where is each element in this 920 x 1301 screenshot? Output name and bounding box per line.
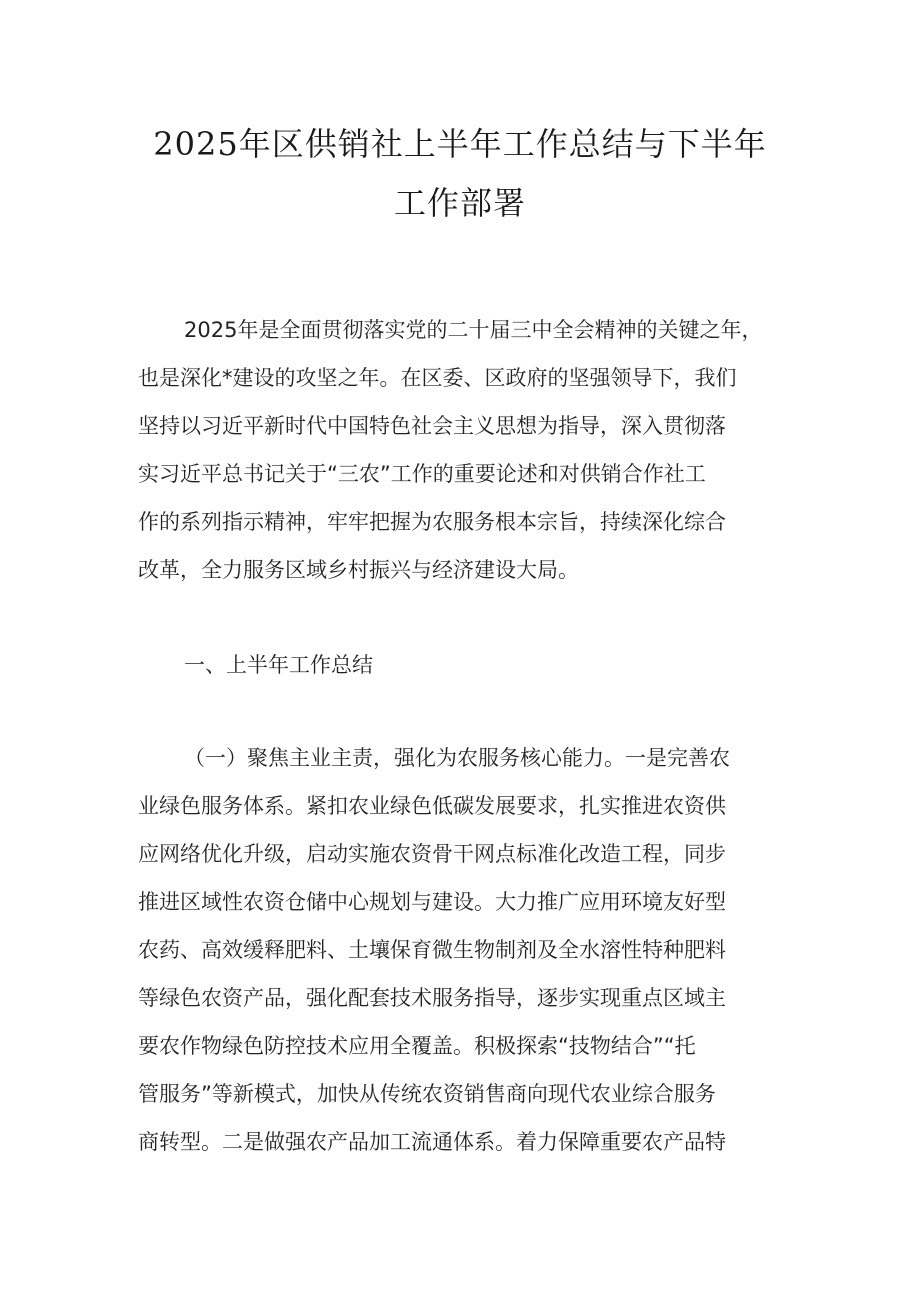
paragraph-line: 等绿色农资产品，强化配套技术服务指导，逐步实现重点区域主: [138, 986, 726, 1010]
paragraph-line: 2025年是全面贯彻落实党的二十届三中全会精神的关键之年，: [184, 318, 763, 342]
intro-paragraph: [138, 306, 798, 594]
paragraph-line: 也是深化*建设的攻坚之年。在区委、区政府的坚强领导下，我们: [138, 366, 737, 390]
paragraph-line: 要农作物绿色防控技术应用全覆盖。积极探索“技物结合”“托: [138, 1034, 696, 1058]
paragraph-line: 作的系列指示精神，牢牢把握为农服务根本宗旨，持续深化综合: [138, 510, 726, 534]
document-title-line-2: 工作部署: [393, 184, 526, 222]
paragraph-line: 业绿色服务体系。紧扣农业绿色低碳发展要求，扎实推进农资供: [138, 794, 726, 818]
paragraph-line: （一）聚焦主业主责，强化为农服务核心能力。一是完善农: [184, 746, 730, 770]
section-heading-text: 一、上半年工作总结: [184, 653, 373, 677]
document-title-line-1: 2025年区供销社上半年工作总结与下半年: [153, 125, 767, 163]
paragraph-line: 管服务”等新模式，加快从传统农资销售商向现代农业综合服务: [138, 1082, 716, 1106]
paragraph-line: 应网络优化升级，启动实施农资骨干网点标准化改造工程，同步: [138, 842, 726, 866]
paragraph-line: 农药、高效缓释肥料、土壤保育微生物制剂及全水溶性特种肥料: [138, 938, 726, 962]
paragraph-line: 坚持以习近平新时代中国特色社会主义思想为指导，深入贯彻落: [138, 414, 726, 438]
paragraph-line: 推进区域性农资仓储中心规划与建设。大力推广应用环境友好型: [138, 890, 726, 914]
section-heading: [138, 641, 798, 689]
paragraph-line: 改革，全力服务区域乡村振兴与经济建设大局。: [138, 558, 579, 582]
paragraph-line: 实习近平总书记关于“三农”工作的重要论述和对供销合作社工: [138, 462, 706, 486]
section-paragraph: [138, 734, 798, 1166]
paragraph-line: 商转型。二是做强农产品加工流通体系。着力保障重要农产品特: [138, 1130, 726, 1154]
